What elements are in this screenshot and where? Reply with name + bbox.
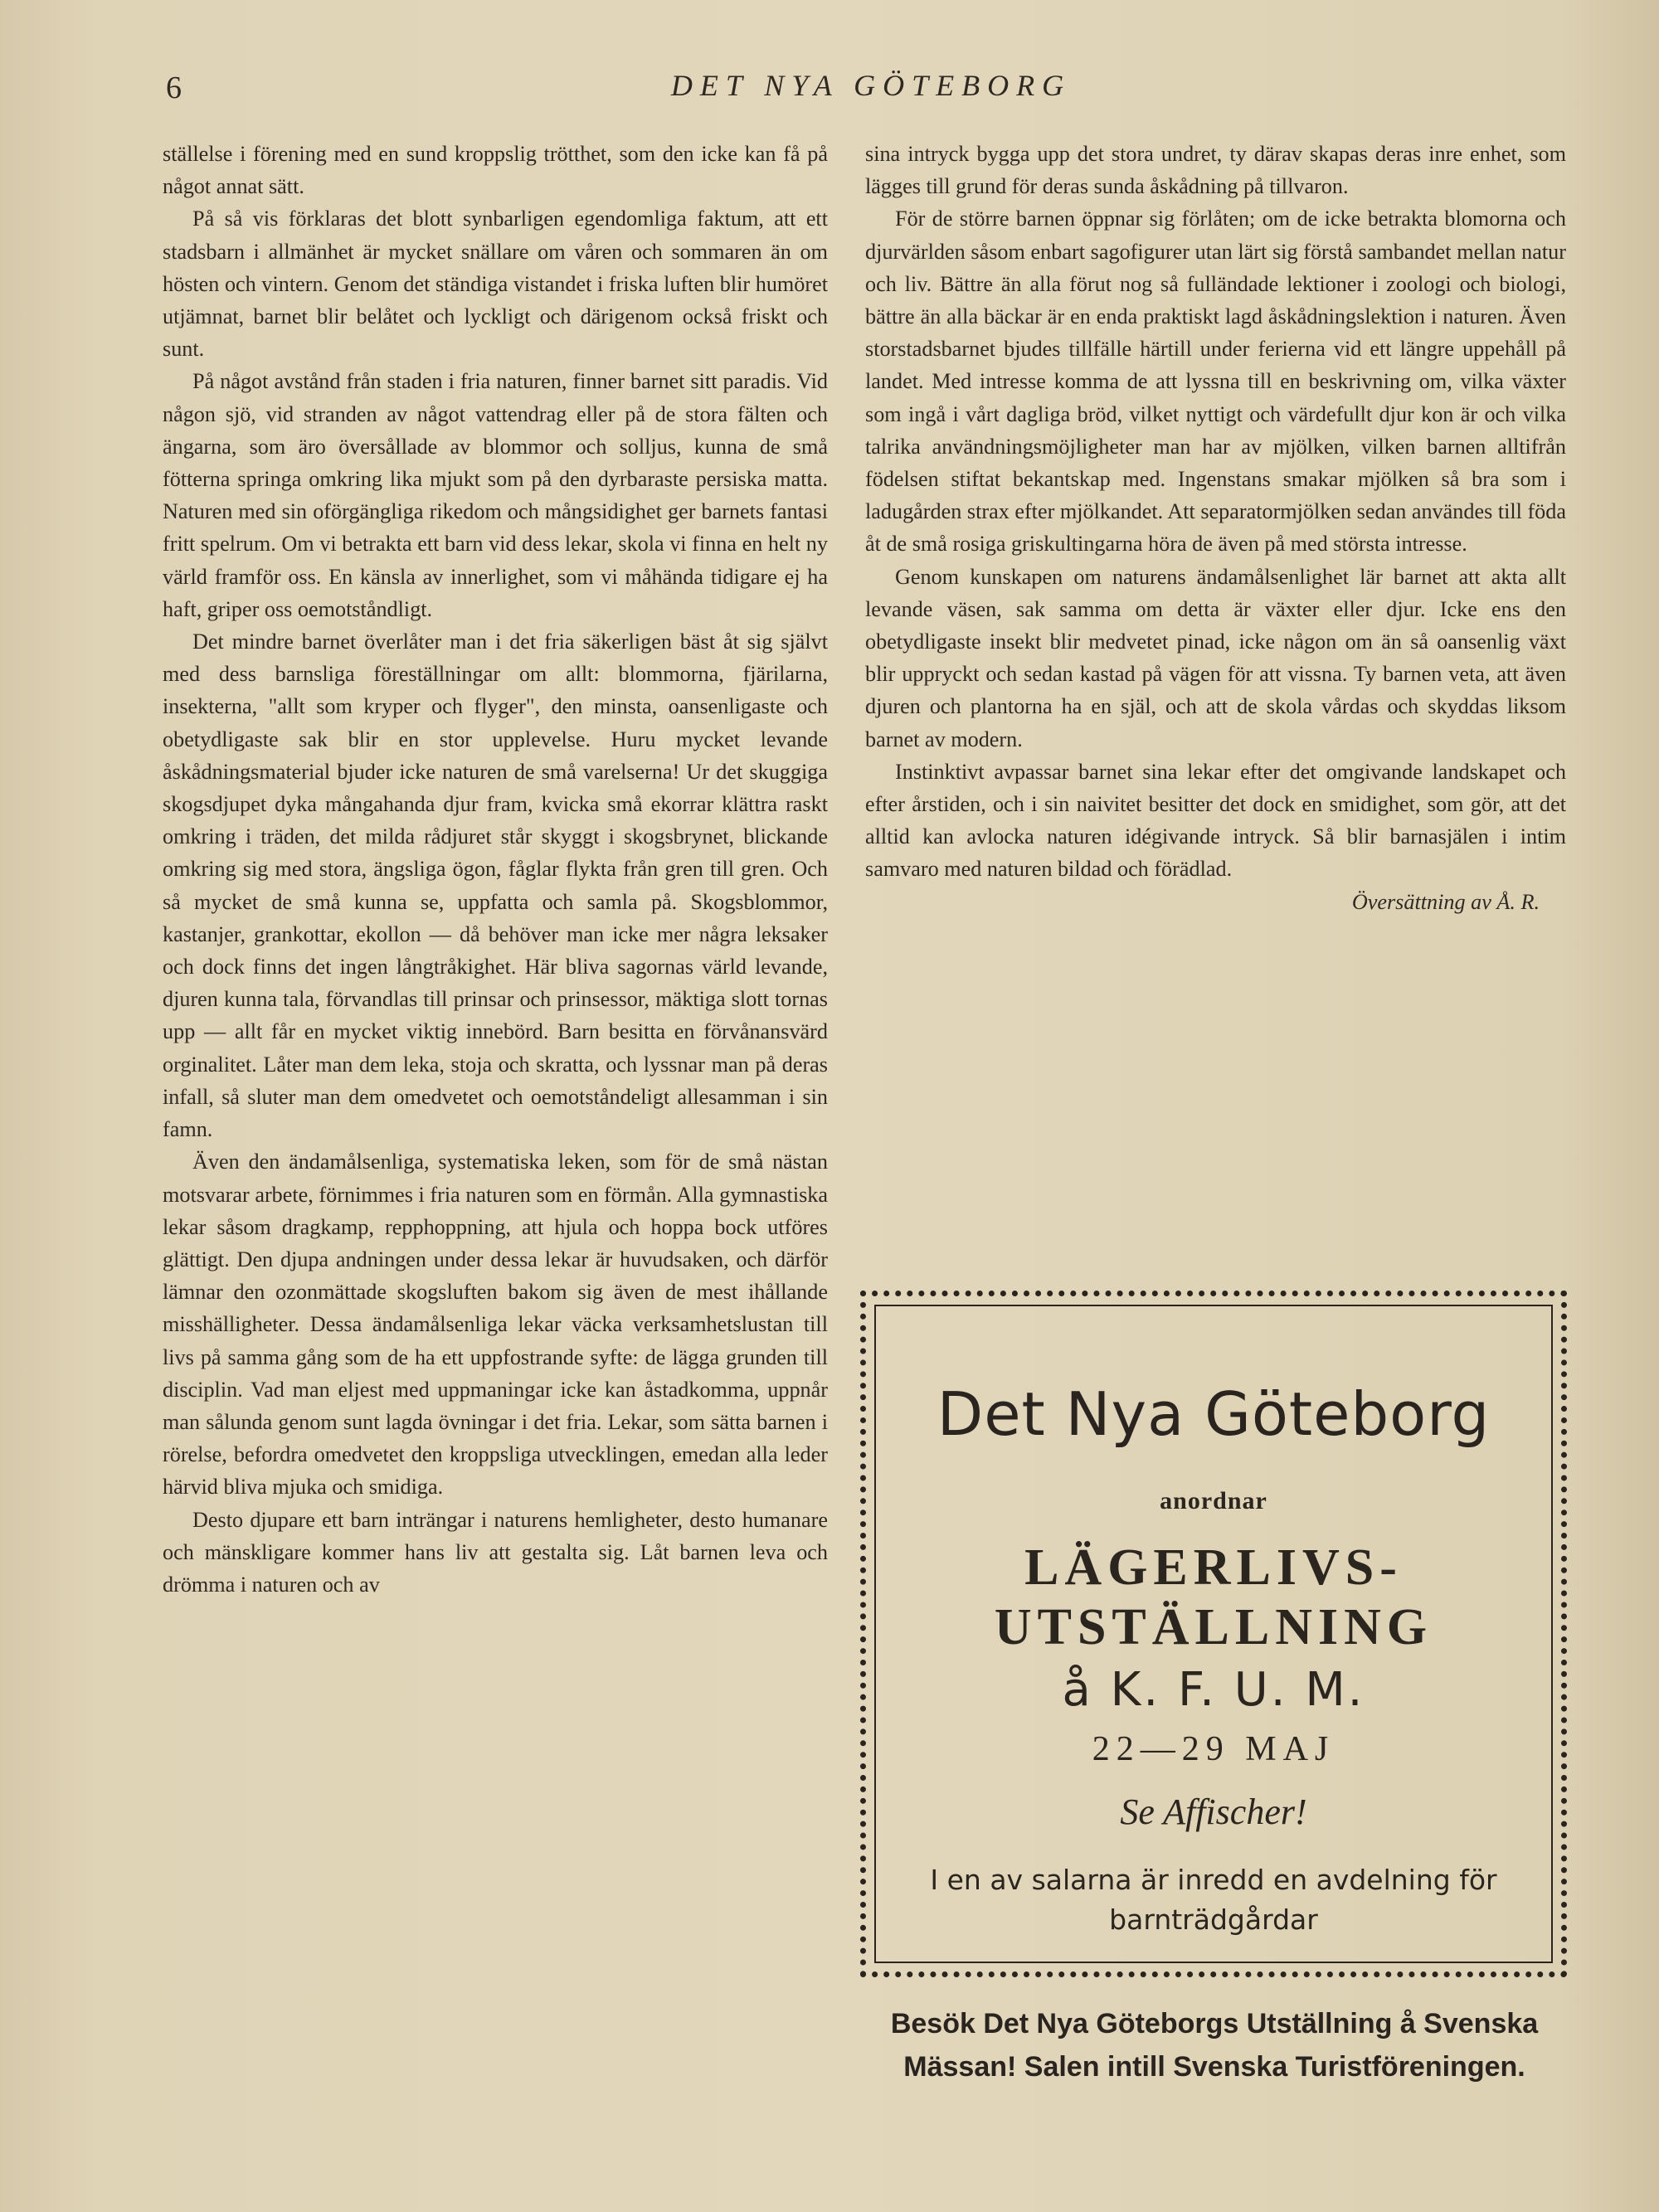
- ad-subtitle: anordnar: [1160, 1487, 1267, 1514]
- ad-poster-note: Se Affischer!: [1120, 1791, 1307, 1832]
- ad-venue: å K. F. U. M.: [1062, 1663, 1365, 1717]
- ad-footnote: I en av salarna är inredd en avdelning för barnträdgårdar: [930, 1864, 1497, 1936]
- article-paragraph: För de större barnen öppnar sig förlåten; om de icke betrakta blomorna och djurvärlden såsom enbart sagofigurer utan lärt sig förstå sambandet mellan natur och liv. Bättre än alla förut nog så fulländade lektioner i zoologi och biologi, bättre än alla bäckar är en enda praktiskt lagd åskådningslektion i naturen. Även storstadsbarnet bjudes tillfälle härtill under ferierna vid ett längre uppehåll på landet. Med intresse komma de att lyssna till en beskrivning om, vilka växter som ingå i vårt dagliga bröd, vilket nyttigt och värdefullt djur kon är och vilka talrika användningsmöjligheter man har av mjölken, vilken barnen alltifrån födelsen stiftat bekantskap med. Ingenstans smakar mjölken så bra som i ladugården strax efter mjölkandet. Att separatormjölken sedan användes till föda åt de små rosiga griskultingarna höra de även på med största intresse.: [865, 207, 1566, 557]
- article-paragraph: På något avstånd från staden i fria naturen, finner barnet sitt paradis. Vid någon sjö, vid stranden av något vattendrag eller på de stora fälten och ängarna, som äro översållade av blommor och solljus, kunna de små fötterna springa omkring lika mjukt som på den dyrbaraste persiska matta. Naturen med sin oförgängliga rikedom och mångsidighet ger barnets fantasi fritt spelrum. Om vi betrakta ett barn vid dess lekar, skola vi finna en helt ny värld framför oss. En känsla av innerlighet, som vi måhända tidigare ej ha haft, griper oss oemotståndligt.: [163, 369, 828, 621]
- article-paragraph: Desto djupare ett barn inträngar i naturens hemligheter, desto humanare och mänskligare kommer hans liv att gestalta sig. Låt barnen leva och drömma i naturen och av: [163, 1507, 828, 1597]
- page-number: 6: [166, 70, 182, 105]
- ad-dates: 22—29 MAJ: [1092, 1730, 1335, 1768]
- running-head: DET NYA GÖTEBORG: [670, 69, 1072, 102]
- article-left-column: [163, 138, 828, 1601]
- advertisement-frame: [874, 1305, 1553, 1963]
- article-paragraph: Genom kunskapen om naturens ändamålsenlighet lär barnet att akta allt levande väsen, sak samma om detta är växter eller djur. Icke ens den obetydligaste insekt blir medvetet pinad, icke någon om än så oansenlig växt blir uppryckt och sedan kastad på vägen för att vissna. Ty barnen veta, att även djuren och plantorna ha en själ, och att de skola vårdas och skyddas liksom barnet av modern.: [865, 564, 1566, 751]
- article-right-column: [865, 138, 1566, 918]
- ad-headline-line1: LÄGERLIVS-: [1024, 1539, 1403, 1596]
- ad-title: Det Nya Göteborg: [937, 1379, 1491, 1449]
- advertisement-box: [860, 1291, 1567, 1977]
- translator-signature: Översättning av Å. R.: [1351, 889, 1540, 914]
- article-paragraph: ställelse i förening med en sund kroppslig trötthet, som den icke kan få på något annat sätt.: [163, 142, 828, 199]
- article-paragraph: Även den ändamålsenliga, systematiska leken, som för de små nästan motsvarar arbete, förnimmes i fria naturen som en förmån. Alla gymnastiska lekar såsom dragkamp, repphoppning, att hjula och hoppa bock utföres glättigt. Den djupa andningen under dessa lekar är huvudsaken, och därför lämnar den ozonmättade skogsluften bakom sig även de mest ihållande misshälligheter. Dessa ändamålsenliga lekar väcka verksamhetslustan till livs på samma gång som de ha ett uppfostrande syfte: de lägga grunden till disciplin. Vad man eljest med uppmaningar icke kan åstadkomma, uppnår man sålunda genom sunt lagda övningar i det fria. Lekar, som sätta barnen i rörelse, befordra omedvetet den kroppsliga utvecklingen, emedan alla leder härvid bliva mjuka och smidiga.: [163, 1150, 828, 1500]
- article-paragraph: Instinktivt avpassar barnet sina lekar efter det omgivande landskapet och efter årstiden, och i sin naivitet besitter det dock en smidighet, som gör, att det alltid kan avlocka naturen idégivande intryck. Så blir barnasjälen i intim samvaro med naturen bildad och förädlad.: [865, 759, 1566, 882]
- article-paragraph: Det mindre barnet överlåter man i det fria säkerligen bäst åt sig självt med dess barnsliga föreställningar om allt: blommorna, fjärilarna, insekterna, "allt som kryper och flyger", den minsta, oansenligaste och obetydligaste sak blir en stor upplevelse. Huru mycket levande åskådningsmaterial bjuder icke naturen de små varelserna! Ur det skuggiga skogsdjupet dyka mångahanda djur fram, kvicka små ekorrar klättra raskt omkring i träden, det milda rådjuret står skyggt i skogsbrynet, blickande omkring sig med stora, ängsliga ögon, fåglar flykta från gren till gren. Och så mycket de små kunna se, uppfatta och samla på. Skogsblommor, kastanjer, grankottar, ekollon — då behöver man icke mer några leksaker och dock finns det ingen långtråkighet. Här bliva sagornas värld levande, djuren kunna tala, förvandlas till prinsar och prinsessor, mäktiga slott tornas upp — allt får en mycket viktig innebörd. Barn besitta en förvånansvärd orginalitet. Låter man dem leka, stoja och skratta, och lyssnar man på deras infall, så sluter man dem omedvetet och oemotståndeligt allesamman i sin famn.: [163, 630, 828, 1142]
- article-paragraph: sina intryck bygga upp det stora undret, ty därav skapas deras inre enhet, som lägges till grund för deras sunda åskådning på tillvaron.: [865, 142, 1566, 199]
- exhibition-promo: Besök Det Nya Göteborgs Utställning å Svenska Mässan! Salen intill Svenska Turistföreningen.: [890, 2008, 1539, 2083]
- article-paragraph: På så vis förklaras det blott synbarligen egendomliga faktum, att ett stadsbarn i allmänhet är mycket snällare om våren och sommaren än om hösten och vintern. Genom det ständiga vistandet i friska luften blir humöret utjämnat, barnet blir belåtet och lyckligt och därigenom också friskt och sunt.: [163, 207, 828, 362]
- ad-headline-line2: UTSTÄLLNING: [994, 1599, 1433, 1655]
